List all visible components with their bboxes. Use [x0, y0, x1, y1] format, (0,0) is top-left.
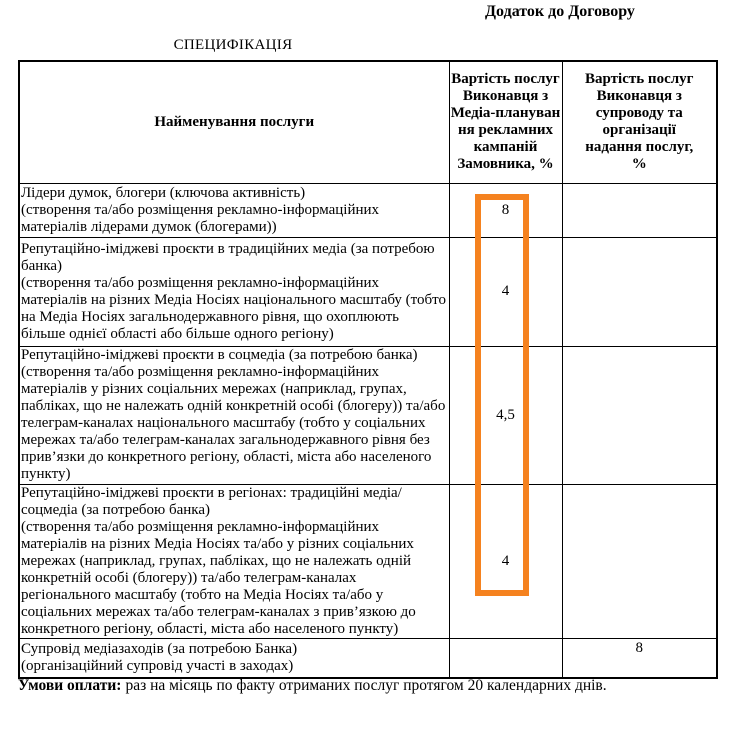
service-name: Репутаційно-іміджеві проєкти в традиційних медіа (за потребою банка) (створення та/або розміщення рекламно-інформаційних матеріалів на різних Медіа Носіях національного масштабу (тобто на Медіа Носіях загальнодержавного рівня, що охоплюють більше однієї області або більше одного регіону): [19, 237, 449, 346]
table-title: СПЕЦИФІКАЦІЯ: [173, 37, 293, 53]
service-name: Репутаційно-іміджеві проєкти в соцмедіа (за потребою банка) (створення та/або розміщення рекламно-інформаційних матеріалів у різних соціальних мережах (наприклад, групах, пабліках, що не належать одній конкретній особі (блогеру)) та/або телеграм-каналах національного масштабу (тобто у соціальних мережах та/або телеграм-каналах загальнодержавного рівня без прив’язки до конкретного регіону, області, міста або населеного пункту): [19, 346, 449, 484]
support-value: [562, 484, 717, 638]
header-service: Найменування послуги: [19, 61, 449, 183]
doc-title: Додаток до Договору: [485, 3, 635, 20]
table-header-row: [19, 61, 717, 183]
support-value: 8: [562, 638, 717, 678]
table-row: [19, 484, 717, 638]
payment-terms-text: раз на місяць по факту отриманих послуг протягом 20 календарних днів.: [125, 677, 607, 694]
media-planning-value: [449, 638, 562, 678]
table-row: [19, 183, 717, 237]
service-name: Репутаційно-іміджеві проєкти в регіонах: традиційні медіа/соцмедіа (за потребою банка) (створення та/або розміщення рекламно-інформаційних матеріалів на різних Медіа Носіях та/або у різних соціальних мережах (наприклад, групах, пабліках, що не належать одній конкретній особі (блогеру)) та/або телеграм-каналах регіонального масштабу (тобто на Медіа Носіях та/або у соціальних мережах та/або телеграм-каналах з прив’язкою до конкретного регіону, області, міста або населеного пункту): [19, 484, 449, 638]
support-value: [562, 237, 717, 346]
media-planning-value: 8: [449, 183, 562, 237]
specification-table: [18, 60, 718, 679]
payment-terms-label: Умови оплати:: [18, 677, 122, 694]
media-planning-value: 4: [449, 237, 562, 346]
payment-terms: [18, 677, 718, 695]
table-row: [19, 346, 717, 484]
support-value: [562, 183, 717, 237]
support-value: [562, 346, 717, 484]
media-planning-value: 4,5: [449, 346, 562, 484]
media-planning-value: 4: [449, 484, 562, 638]
table-row: [19, 237, 717, 346]
table-row: [19, 638, 717, 678]
service-name: Лідери думок, блогери (ключова активність) (створення та/або розміщення рекламно-інформаційних матеріалів лідерами думок (блогерами)): [19, 183, 449, 237]
service-name: Супровід медіазаходів (за потребою Банка) (організаційний супровід участі в заходах): [19, 638, 449, 678]
header-support: Вартість послуг Виконавця з супроводу та організації надання послуг, %: [562, 61, 717, 183]
header-media-planning: Вартість послуг Виконавця з Медіа-плануван ня рекламних кампаній Замовника, %: [449, 61, 562, 183]
